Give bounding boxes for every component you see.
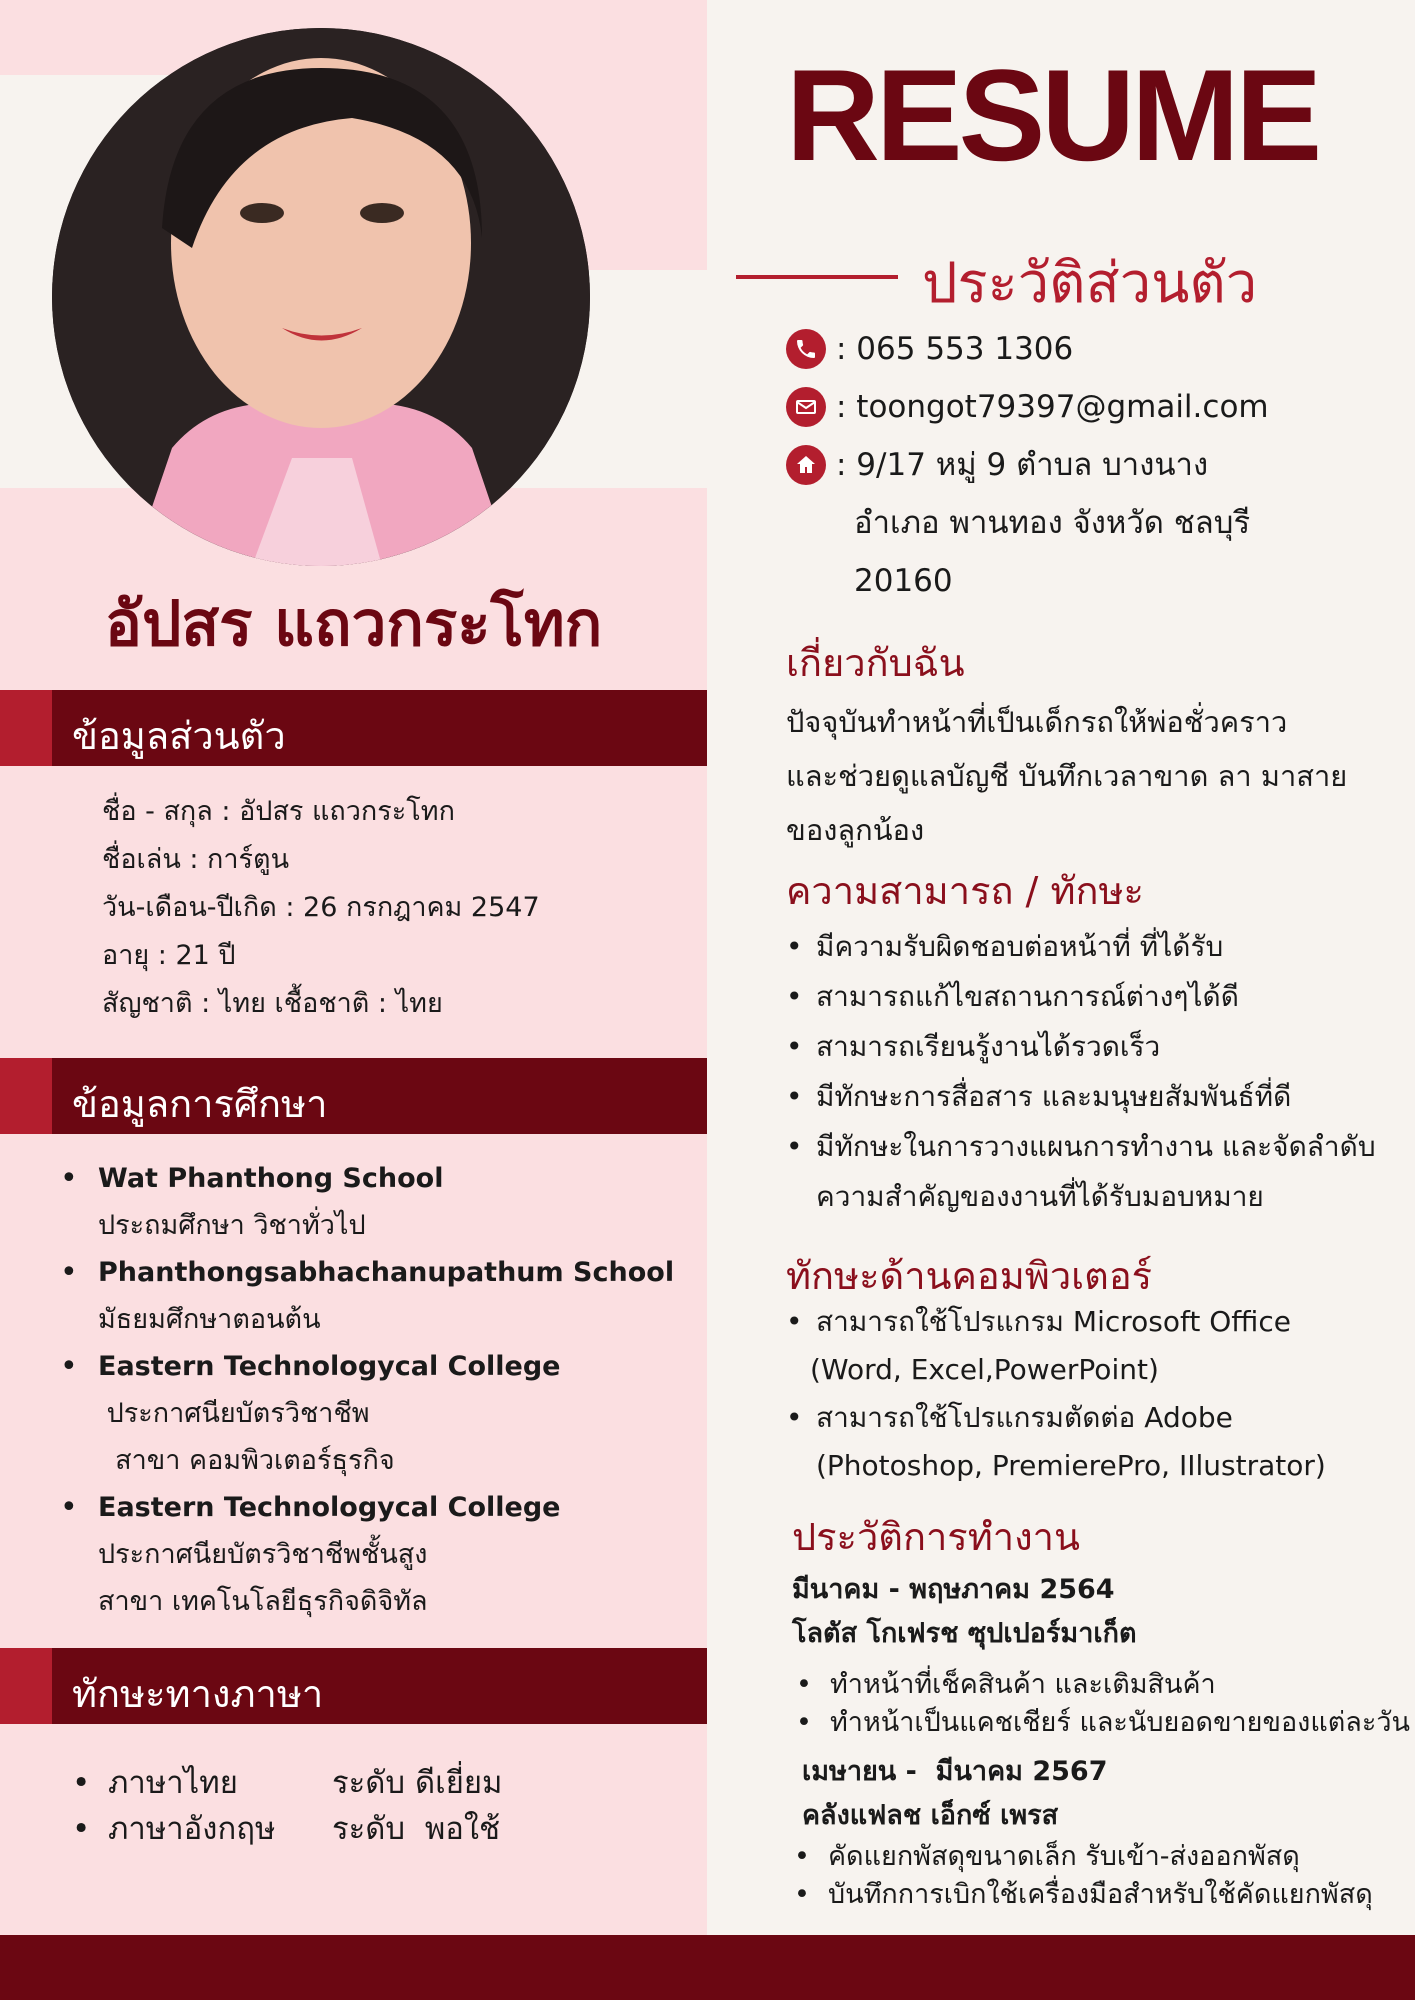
personal-heading: ข้อมูลส่วนตัว <box>72 714 286 758</box>
footer-bar <box>0 1935 1415 2000</box>
language-list <box>72 1760 502 1852</box>
decor-pink-corner <box>0 0 72 75</box>
home-icon <box>786 445 826 485</box>
skill-item: • มีทักษะการสื่อสาร และมนุษยสัมพันธ์ที่ดี <box>786 1072 1406 1122</box>
school-name: • Wat Phanthong School <box>98 1163 444 1194</box>
personal-section-header <box>0 690 707 766</box>
section-accent <box>0 1058 52 1134</box>
job-header <box>802 1750 1108 1838</box>
language-name: ภาษาไทย <box>108 1765 238 1801</box>
education-detail: ประถมศึกษา วิชาทั่วไป <box>98 1210 366 1241</box>
job-duty: • ทำหน้าที่เช็คสินค้า และเติมสินค้า <box>796 1666 1410 1704</box>
skills-heading: ความสามารถ / ทักษะ <box>786 869 1144 913</box>
education-item <box>60 1249 700 1343</box>
email-address: : toongot79397@gmail.com <box>836 389 1269 425</box>
job-company: โลตัส โกเฟรช ซุปเปอร์มาเก็ต <box>792 1618 1137 1649</box>
section-accent <box>0 690 52 766</box>
job-duty: • คัดแยกพัสดุขนาดเล็ก รับเข้า-ส่งออกพัสดุ <box>794 1838 1373 1876</box>
profile-photo <box>52 28 590 566</box>
computer-skill-line: (Photoshop, PremierePro, IIlustrator) <box>816 1449 1326 1482</box>
about-heading: เกี่ยวกับฉัน <box>786 641 965 685</box>
about-line: ของลูกน้อง <box>786 813 925 847</box>
address-line: : 9/17 หมู่ 9 ตำบล บางนาง <box>836 447 1209 483</box>
education-list <box>60 1155 700 1625</box>
language-item <box>72 1760 502 1806</box>
education-detail: สาขา คอมพิวเตอร์ธุรกิจ <box>98 1445 395 1476</box>
skill-item: • มีความรับผิดชอบต่อหน้าที่ ที่ได้รับ <box>786 922 1406 972</box>
computer-skill-line: (Word, Excel,PowerPoint) <box>810 1353 1159 1386</box>
info-line: สัญชาติ : ไทย เชื้อชาติ : ไทย <box>102 988 443 1019</box>
language-level: ระดับ พอใช้ <box>332 1811 501 1847</box>
computer-skill-item <box>786 1298 1406 1394</box>
education-item <box>60 1484 700 1625</box>
email-icon <box>786 387 826 427</box>
education-detail: ประกาศนียบัตรวิชาชีพ <box>98 1398 370 1429</box>
person-name: อัปสร แถวกระโทก <box>104 587 603 660</box>
language-level: ระดับ ดีเยี่ยม <box>332 1765 503 1801</box>
education-detail: สาขา เทคโนโลยีธุรกิจดิจิทัล <box>98 1586 428 1617</box>
language-item <box>72 1806 502 1852</box>
skills-list <box>786 922 1406 1222</box>
personal-info-list <box>102 788 540 1028</box>
skill-item: • มีทักษะในการวางแผนการทำงาน และจัดลำดับ <box>786 1122 1406 1172</box>
skill-item: • สามารถแก้ไขสถานการณ์ต่างๆได้ดี <box>786 972 1406 1022</box>
education-item <box>60 1155 700 1249</box>
title-divider <box>736 275 898 279</box>
work-heading: ประวัติการทำงาน <box>792 1515 1080 1559</box>
school-name: • Eastern Technologycal College <box>98 1351 561 1382</box>
education-detail: ประกาศนียบัตรวิชาชีพชั้นสูง <box>98 1539 428 1570</box>
skill-item-continued: ความสำคัญของงานที่ได้รับมอบหมาย <box>816 1180 1264 1213</box>
education-heading: ข้อมูลการศึกษา <box>72 1082 328 1126</box>
job-duty: • ทำหน้าเป็นแคชเชียร์ และนับยอดขายของแต่ละวัน <box>796 1704 1410 1742</box>
computer-skills-list <box>786 1298 1406 1490</box>
computer-skill-item <box>786 1394 1406 1490</box>
contact-email <box>786 378 1269 436</box>
phone-number: : 065 553 1306 <box>836 331 1074 367</box>
school-name: • Eastern Technologycal College <box>98 1492 561 1523</box>
computer-skill-line: • สามารถใช้โปรแกรม Microsoft Office <box>816 1305 1291 1338</box>
education-item <box>60 1343 700 1484</box>
info-line: ชื่อ - สกุล : อัปสร แถวกระโทก <box>102 796 455 827</box>
resume-subtitle: ประวัติส่วนตัว <box>922 251 1258 316</box>
computer-skill-line: • สามารถใช้โปรแกรมตัดต่อ Adobe <box>816 1401 1233 1434</box>
contact-address <box>786 436 1250 610</box>
job-header <box>792 1568 1137 1656</box>
skill-item: • สามารถเรียนรู้งานได้รวดเร็ว <box>786 1022 1406 1072</box>
resume-title: RESUME <box>786 42 1319 188</box>
phone-icon <box>786 329 826 369</box>
contact-phone <box>786 320 1073 378</box>
job-period: เมษายน - มีนาคม 2567 <box>802 1756 1108 1787</box>
language-section-header <box>0 1648 707 1724</box>
info-line: วัน-เดือน-ปีเกิด : 26 กรกฎาคม 2547 <box>102 892 540 923</box>
school-name: • Phanthongsabhachanupathum School <box>98 1257 675 1288</box>
address-line: อำเภอ พานทอง จังหวัด ชลบุรี <box>854 505 1251 541</box>
address-line: 20160 <box>854 563 953 599</box>
info-line: อายุ : 21 ปี <box>102 940 236 971</box>
job-period: มีนาคม - พฤษภาคม 2564 <box>792 1574 1115 1605</box>
profile-photo-graphic <box>52 28 590 566</box>
job-duties <box>796 1666 1410 1742</box>
job-company: คลังแฟลช เอ็กซ์ เพรส <box>802 1800 1059 1831</box>
language-name: ภาษาอังกฤษ <box>108 1811 276 1847</box>
about-line: และช่วยดูแลบัญชี บันทึกเวลาขาด ลา มาสาย <box>786 759 1348 793</box>
about-line: ปัจจุบันทำหน้าที่เป็นเด็กรถให้พ่อชั่วคราว <box>786 705 1288 739</box>
education-section-header <box>0 1058 707 1134</box>
section-accent <box>0 1648 52 1724</box>
language-heading: ทักษะทางภาษา <box>72 1672 324 1716</box>
computer-heading: ทักษะด้านคอมพิวเตอร์ <box>786 1254 1153 1298</box>
about-text <box>786 695 1386 857</box>
education-detail: มัธยมศึกษาตอนต้น <box>98 1304 321 1335</box>
job-duty: • บันทึกการเบิกใช้เครื่องมือสำหรับใช้คัดแยกพัสดุ <box>794 1876 1373 1914</box>
job-duties <box>794 1838 1373 1914</box>
info-line: ชื่อเล่น : การ์ตูน <box>102 844 290 875</box>
